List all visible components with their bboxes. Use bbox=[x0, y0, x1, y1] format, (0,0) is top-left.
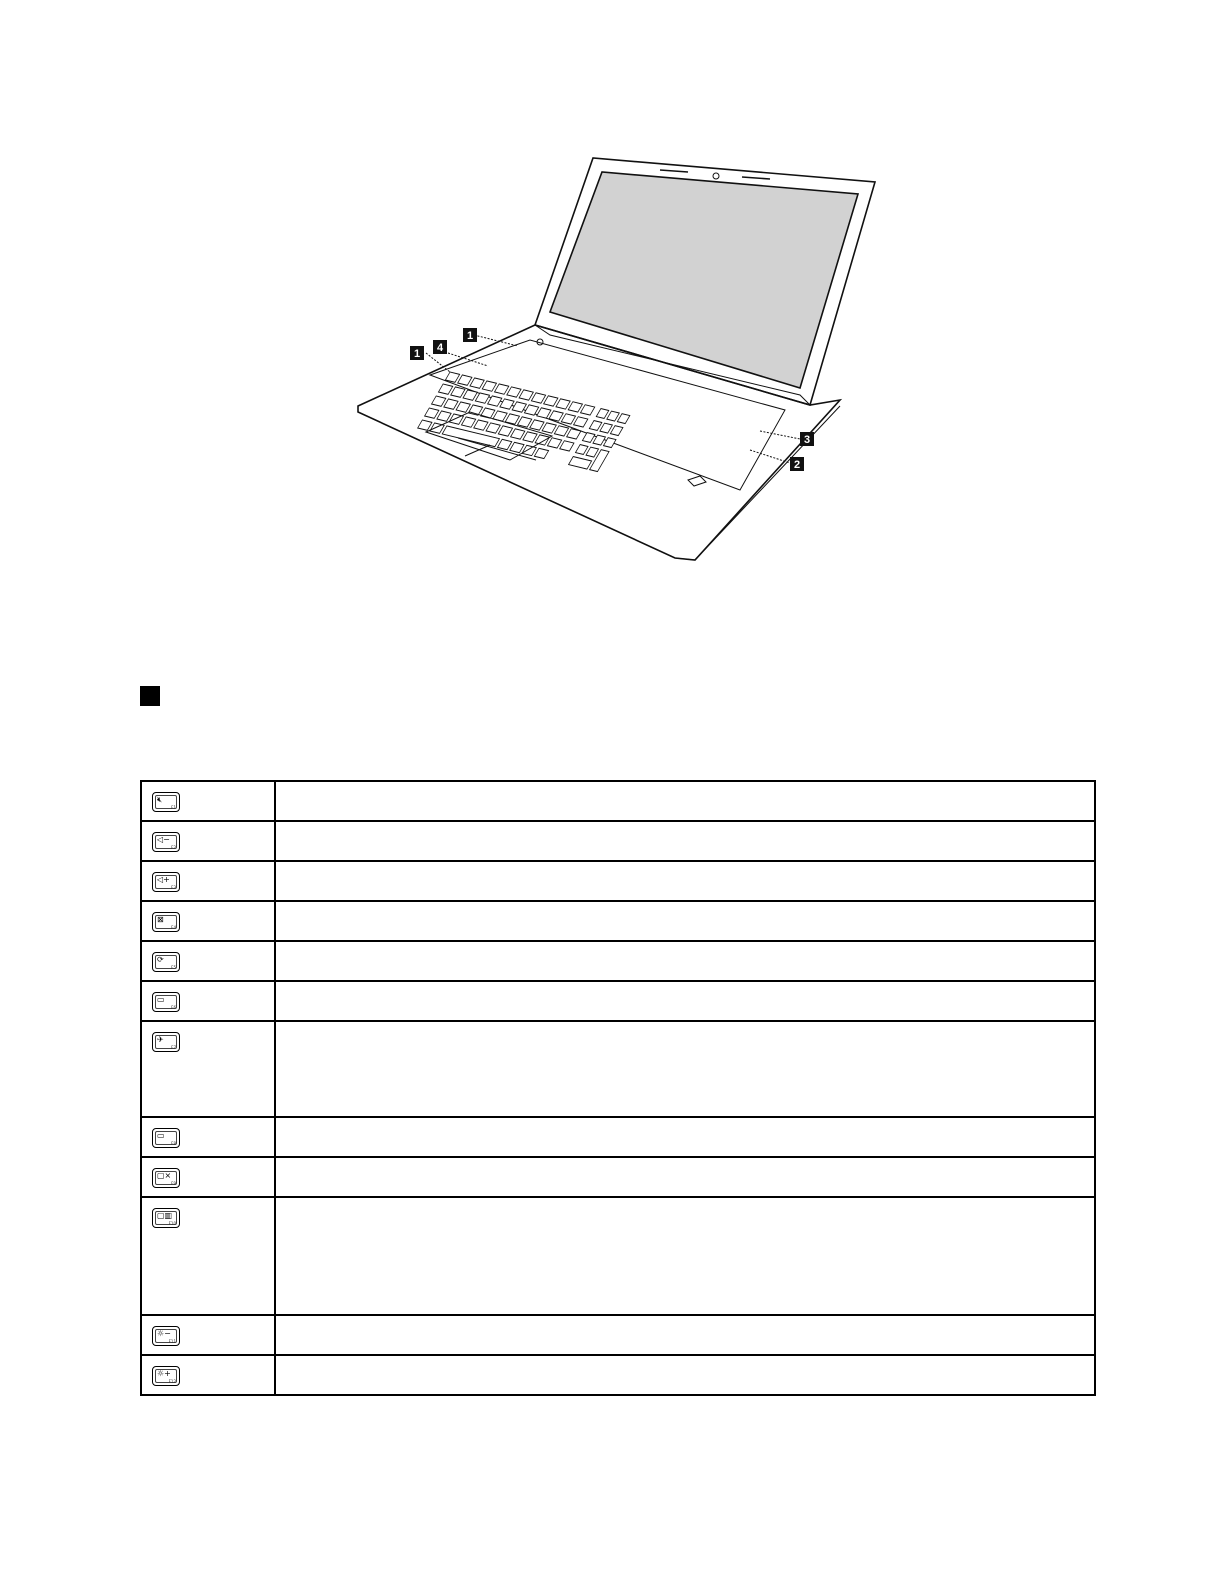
airplane-mode-icon: ✈ F7 bbox=[152, 1032, 180, 1052]
svg-text:1: 1 bbox=[467, 330, 474, 342]
callout-2 bbox=[790, 457, 804, 471]
table-row bbox=[141, 1157, 1095, 1197]
key-description bbox=[275, 861, 1095, 901]
brightness-down-icon: ☼− F11 bbox=[152, 1326, 180, 1346]
callout-3 bbox=[800, 432, 814, 446]
fingerprint-reader bbox=[688, 476, 706, 486]
section-marker bbox=[140, 686, 160, 706]
table-row bbox=[141, 1021, 1095, 1117]
laptop-drawing bbox=[340, 150, 900, 570]
table-row bbox=[141, 981, 1095, 1021]
display-switch-icon: ▢▥ F10 bbox=[152, 1208, 180, 1228]
table-row bbox=[141, 941, 1095, 981]
key-description bbox=[275, 1157, 1095, 1197]
callout-1-left bbox=[410, 346, 424, 360]
key-description bbox=[275, 821, 1095, 861]
table-row bbox=[141, 1315, 1095, 1355]
table-row bbox=[141, 821, 1095, 861]
table-row bbox=[141, 861, 1095, 901]
key-description bbox=[275, 1315, 1095, 1355]
svg-text:2: 2 bbox=[794, 459, 801, 471]
close-window-icon: ⊠ F4 bbox=[152, 912, 180, 932]
key-description bbox=[275, 1021, 1095, 1117]
speaker-mute-icon: 🔇︎ F1 bbox=[152, 792, 180, 812]
laptop-illustration bbox=[340, 150, 900, 570]
key-description bbox=[275, 1355, 1095, 1395]
table-row bbox=[141, 1197, 1095, 1315]
key-description bbox=[275, 1197, 1095, 1315]
function-key-table bbox=[140, 780, 1096, 1396]
touchpad-toggle-icon: ▭ F6 bbox=[152, 992, 180, 1012]
key-description bbox=[275, 981, 1095, 1021]
svg-text:3: 3 bbox=[804, 434, 811, 446]
key-description bbox=[275, 901, 1095, 941]
refresh-icon: ⟳ F5 bbox=[152, 952, 180, 972]
svg-text:4: 4 bbox=[437, 342, 444, 354]
callout-4 bbox=[433, 340, 447, 354]
svg-text:1: 1 bbox=[414, 348, 421, 360]
key-description bbox=[275, 781, 1095, 821]
table-row bbox=[141, 1355, 1095, 1395]
key-description bbox=[275, 1117, 1095, 1157]
display-off-icon: ▢× F9 bbox=[152, 1168, 180, 1188]
callout-1-top bbox=[463, 328, 477, 342]
key-description bbox=[275, 941, 1095, 981]
table-row bbox=[141, 901, 1095, 941]
table-row bbox=[141, 781, 1095, 821]
backlight-icon: ▭ F8 bbox=[152, 1128, 180, 1148]
volume-up-icon: ◁+ F3 bbox=[152, 872, 180, 892]
brightness-up-icon: ☼+ F12 bbox=[152, 1366, 180, 1386]
table-row bbox=[141, 1117, 1095, 1157]
volume-down-icon: ◁− F2 bbox=[152, 832, 180, 852]
